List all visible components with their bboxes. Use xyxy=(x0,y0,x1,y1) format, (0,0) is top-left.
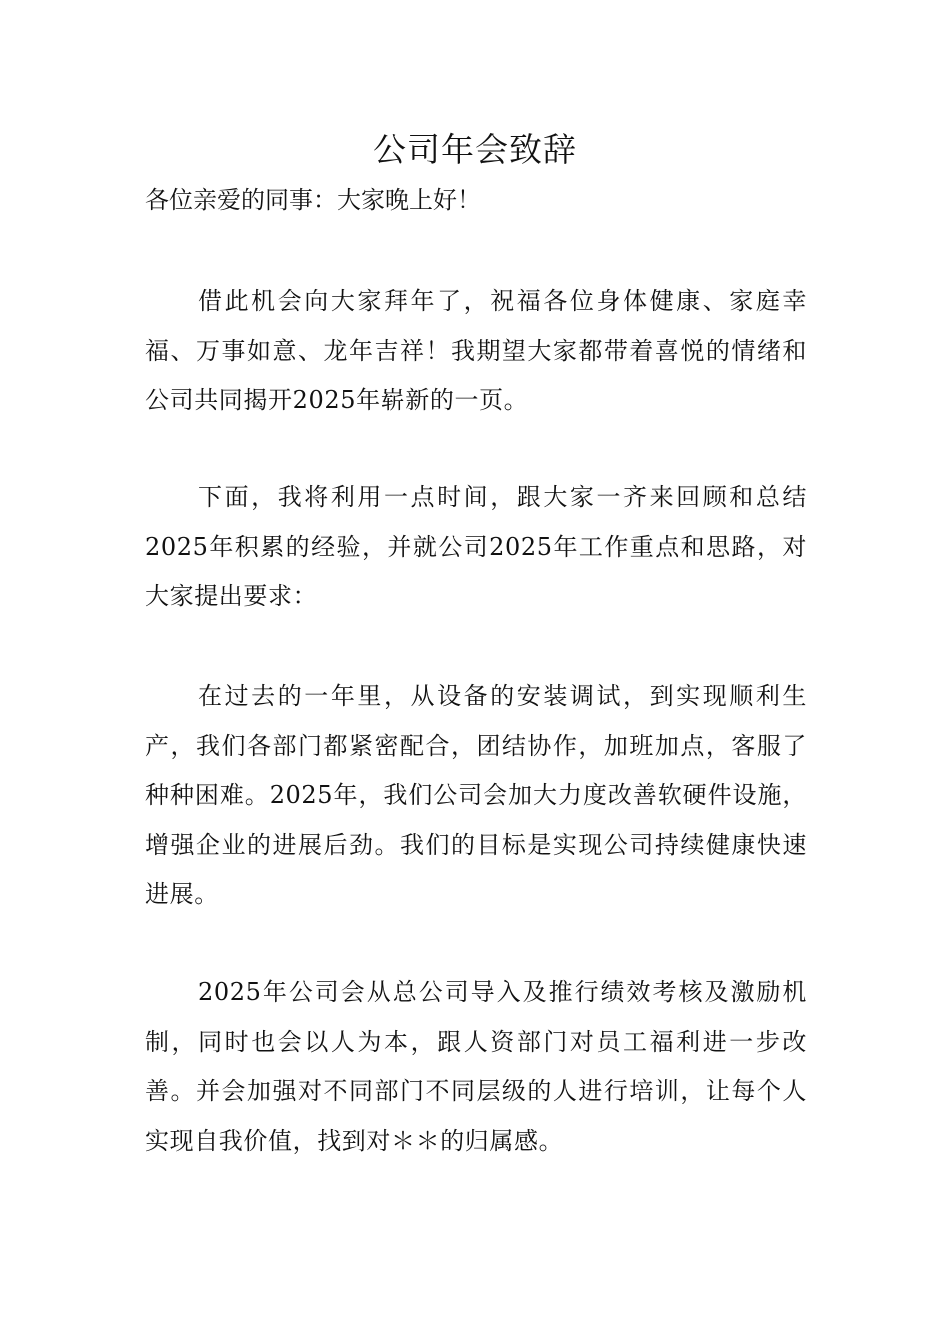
paragraph-plans: 2025年公司会从总公司导入及推行绩效考核及激励机制，同时也会以人为本，跟人资部门对员工福利进一步改善。并会加强对不同部门不同层级的人进行培训，让每个人实现自我价值，找到对＊＊的归属感。 xyxy=(145,978,807,1155)
greeting-line: 各位亲爱的同事：大家晚上好！ xyxy=(145,186,481,214)
document-title: 公司年会致辞 xyxy=(373,130,577,169)
paragraph-past-year: 在过去的一年里，从设备的安装调试，到实现顺利生产，我们各部门都紧密配合，团结协作，加班加点，客服了种种困难。2025年，我们公司会加大力度改善软硬件设施，增强企业的进展后劲。我们的目标是实现公司持续健康快速进展。 xyxy=(145,682,807,908)
paragraph-review-intro: 下面，我将利用一点时间，跟大家一齐来回顾和总结2025年积累的经验，并就公司2025年工作重点和思路，对大家提出要求： xyxy=(145,483,807,610)
paragraph-new-year-wishes: 借此机会向大家拜年了，祝福各位身体健康、家庭幸福、万事如意、龙年吉祥！我期望大家都带着喜悦的情绪和公司共同揭开2025年崭新的一页。 xyxy=(145,287,807,414)
